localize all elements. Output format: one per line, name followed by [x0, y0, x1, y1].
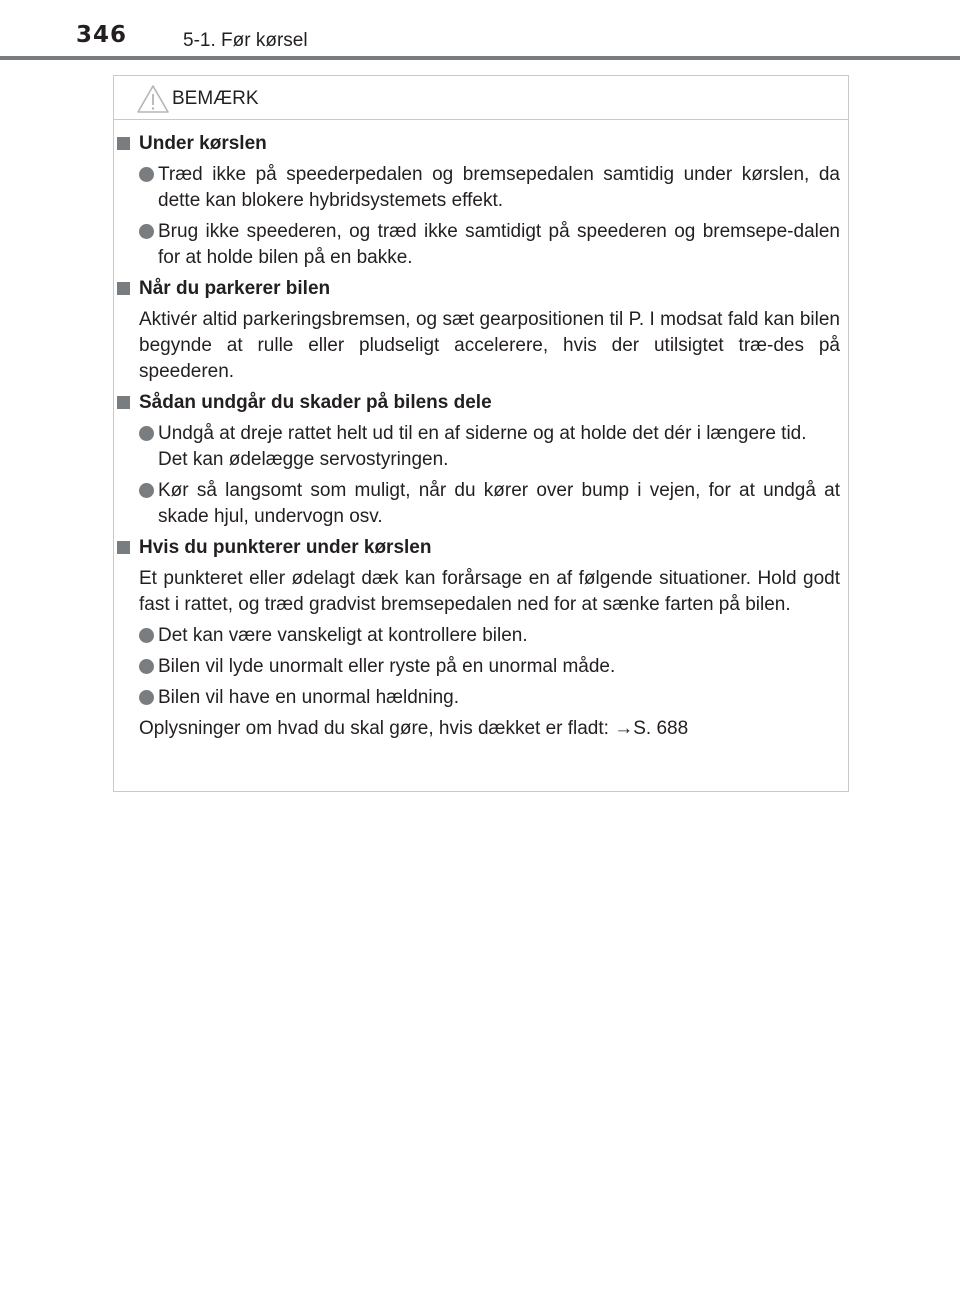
notice-box	[113, 75, 849, 792]
notice-header	[114, 76, 848, 120]
round-bullet-icon	[139, 426, 154, 441]
list-item: Bilen vil lyde unormalt eller ryste på en unormal måde.	[114, 654, 840, 680]
section-heading: Under kørslen	[114, 131, 840, 157]
paragraph: Et punkteret eller ødelagt dæk kan forårsage en af følgende situationer. Hold godt fast i rattet, og træd gradvist bremsepedalen ned for at sænke farten på bilen.	[139, 568, 840, 615]
section-heading: Når du parkerer bilen	[114, 276, 840, 302]
round-bullet-icon	[139, 659, 154, 674]
section-heading: Sådan undgår du skader på bilens dele	[114, 390, 840, 416]
list-item: Træd ikke på speederpedalen og bremsepedalen samtidig under kørslen, da dette kan blokere hybridsystemets effekt.	[114, 162, 840, 214]
list-item: Brug ikke speederen, og træd ikke samtidigt på speederen og bremsepe-dalen for at holde bilen på en bakke.	[114, 219, 840, 271]
round-bullet-icon	[139, 483, 154, 498]
paragraph: Aktivér altid parkeringsbremsen, og sæt gearpositionen til P. I modsat fald kan bilen begynde at rulle eller pludseligt accelerere, hvis der utilsigtet træ-des på speederen.	[139, 309, 840, 382]
list-item: Bilen vil have en unormal hældning.	[114, 685, 840, 711]
notice-label: BEMÆRK	[172, 88, 259, 109]
warning-triangle-icon	[136, 84, 170, 114]
list-item: Kør så langsomt som muligt, når du kører over bump i vejen, for at undgå at skade hjul, undervogn osv.	[114, 478, 840, 530]
page-header	[0, 0, 960, 62]
round-bullet-icon	[139, 167, 154, 182]
list-item: Det kan være vanskeligt at kontrollere bilen.	[114, 623, 840, 649]
square-bullet-icon	[117, 541, 130, 554]
square-bullet-icon	[117, 137, 130, 150]
round-bullet-icon	[139, 224, 154, 239]
square-bullet-icon	[117, 396, 130, 409]
list-item: Undgå at dreje rattet helt ud til en af siderne og at holde det dér i længere tid. Det kan ødelægge servostyringen.	[114, 421, 840, 473]
round-bullet-icon	[139, 628, 154, 643]
section-heading: Hvis du punkterer under kørslen	[114, 535, 840, 561]
square-bullet-icon	[117, 282, 130, 295]
page-reference: Oplysninger om hvad du skal gøre, hvis dækket er fladt: →S. 688	[139, 718, 689, 739]
page-number: 346	[76, 22, 128, 48]
header-divider	[0, 56, 960, 60]
section-title: 5-1. Før kørsel	[183, 30, 308, 51]
notice-body	[114, 131, 848, 747]
round-bullet-icon	[139, 690, 154, 705]
